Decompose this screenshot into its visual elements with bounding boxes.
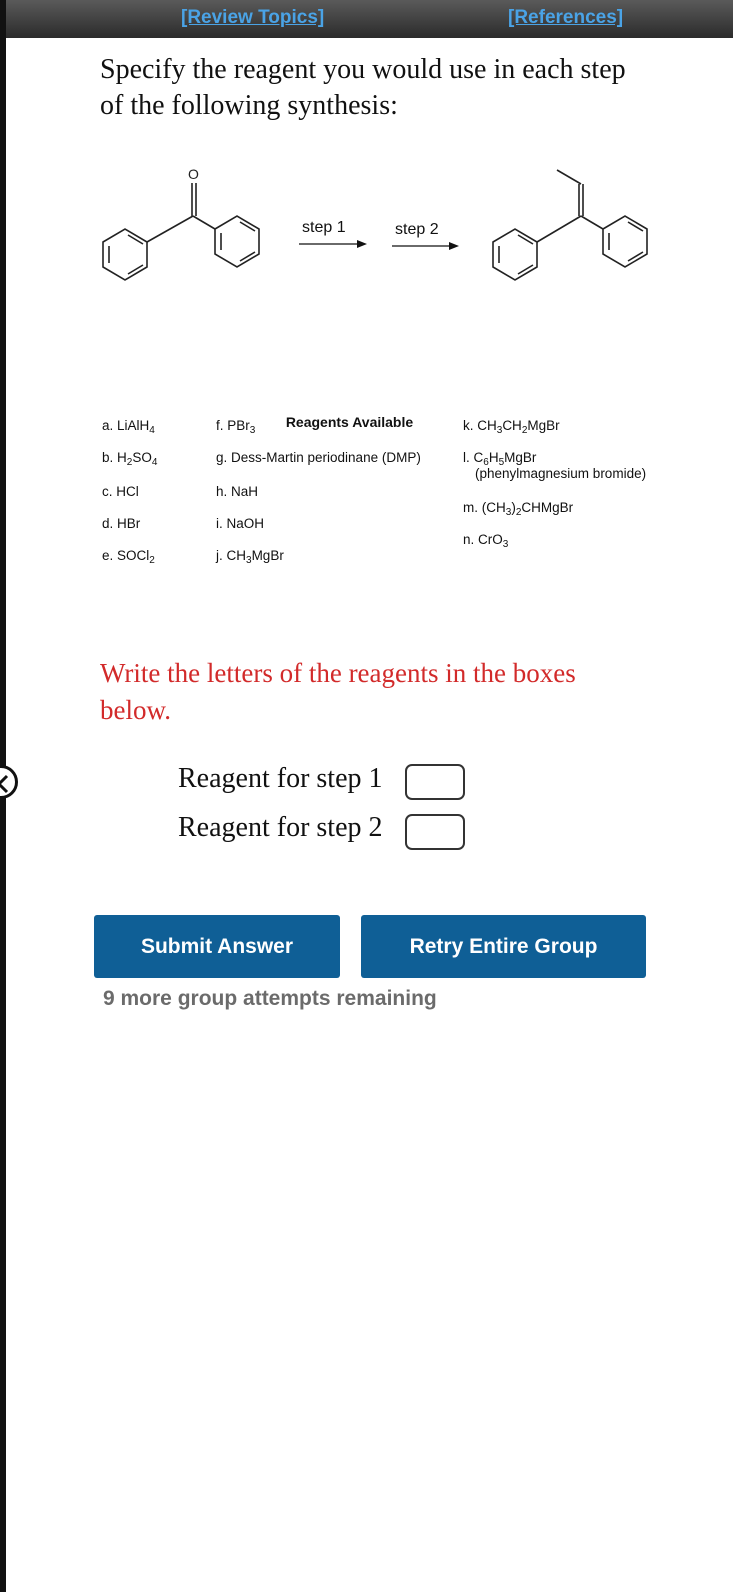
carbonyl-oxygen-label: O bbox=[188, 166, 199, 182]
reagent-a-text: a. LiAlH bbox=[102, 418, 150, 433]
reagent-h: h. NaH bbox=[216, 484, 259, 499]
reagent-j-text: j. CH bbox=[216, 548, 246, 563]
retry-entire-group-button[interactable]: Retry Entire Group bbox=[361, 915, 646, 978]
question-text bbox=[100, 52, 700, 124]
step-1-answer-input[interactable] bbox=[405, 764, 465, 800]
step-2-label: step 2 bbox=[395, 221, 439, 238]
review-topics-link[interactable]: [Review Topics] bbox=[181, 7, 325, 28]
reagent-l: l. $C_6H_5MgBr$ bbox=[463, 450, 537, 468]
question-line-2: of the following synthesis: bbox=[100, 90, 398, 121]
instruction-line-2: below. bbox=[100, 695, 171, 725]
reagents-available-title: Reagents Available bbox=[285, 414, 414, 430]
reagent-n-text: n. CrO bbox=[463, 532, 503, 547]
reaction-arrows bbox=[299, 219, 459, 250]
reagent-k: k. $CH_3CH_2MgBr$ bbox=[463, 418, 560, 436]
reagent-l-text: l. C bbox=[463, 450, 484, 465]
reagent-i: i. NaOH bbox=[216, 516, 265, 531]
reagent-f-text: f. PBr bbox=[216, 418, 250, 433]
reagent-g: g. Dess-Martin periodinane (DMP) bbox=[216, 450, 421, 465]
reagent-c: c. HCl bbox=[102, 484, 139, 499]
submit-answer-button[interactable]: Submit Answer bbox=[94, 915, 340, 978]
reagent-k-text: k. CH bbox=[463, 418, 497, 433]
step-1-row-label: Reagent for step 1 bbox=[178, 763, 383, 794]
product-structure bbox=[493, 170, 647, 280]
arrow-2-head bbox=[449, 242, 459, 250]
reagent-e-text: e. SOCl bbox=[102, 548, 150, 563]
starting-material-structure bbox=[103, 166, 259, 280]
arrow-1-head bbox=[357, 240, 367, 248]
step-2-answer-input[interactable] bbox=[405, 814, 465, 850]
reagent-m-text: m. (CH bbox=[463, 500, 506, 515]
reagent-j: j. $CH_3MgBr$ bbox=[216, 548, 284, 566]
attempts-remaining-text: 9 more group attempts remaining bbox=[103, 987, 437, 1010]
reagent-b-text: b. H bbox=[102, 450, 127, 465]
top-navigation-bar bbox=[0, 0, 733, 38]
reagent-l-note: (phenylmagnesium bromide) bbox=[475, 466, 647, 481]
question-line-1: Specify the reagent you would use in each step bbox=[100, 54, 626, 85]
reagent-e: e. SOCl$_2$ bbox=[102, 548, 155, 566]
reagent-m: m. $(CH_3)_2CHMgBr$ bbox=[463, 500, 574, 518]
reagent-d: d. HBr bbox=[102, 516, 141, 531]
step-2-row-label: Reagent for step 2 bbox=[178, 812, 383, 843]
reagent-a: a. LiAlH$_4$ bbox=[102, 418, 155, 436]
question-panel bbox=[7, 38, 733, 1592]
reagent-f: f. PBr$_3$ bbox=[216, 418, 256, 436]
instruction-line-1: Write the letters of the reagents in the boxes bbox=[100, 658, 576, 688]
reagent-b: b. $H_2SO_4$ bbox=[102, 450, 158, 468]
reagent-n: n. CrO$_3$ bbox=[463, 532, 509, 550]
instruction-text bbox=[100, 655, 660, 729]
chevron-left-icon bbox=[0, 774, 9, 794]
references-link[interactable]: [References] bbox=[508, 7, 624, 28]
synthesis-scheme bbox=[95, 162, 685, 312]
step-1-label: step 1 bbox=[302, 219, 346, 236]
